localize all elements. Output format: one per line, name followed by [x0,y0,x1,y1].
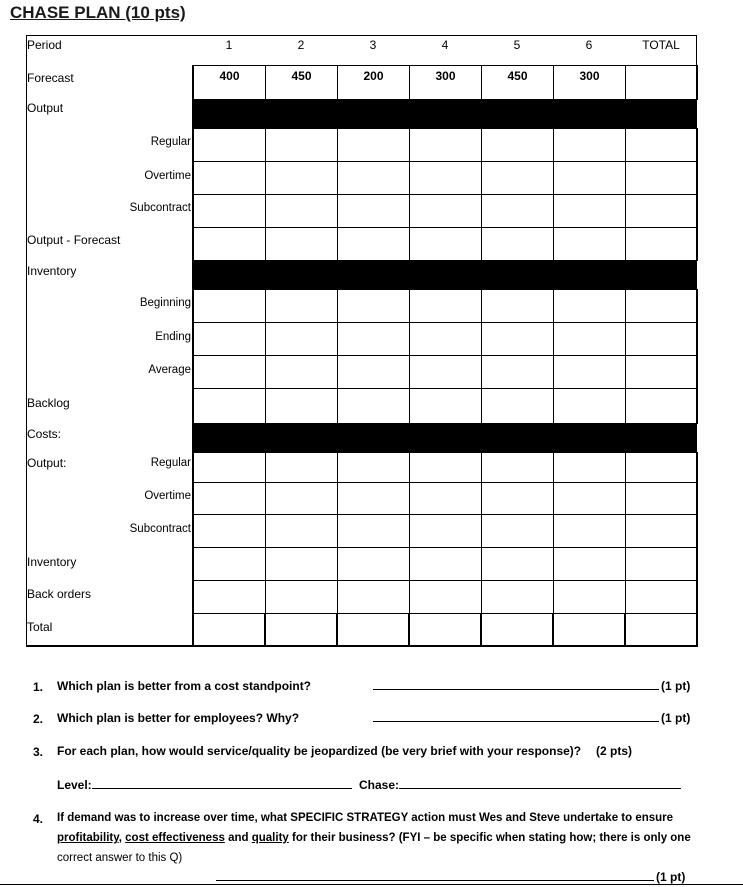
total-period-6-cell[interactable] [553,613,626,647]
inventory-ending-period-4-cell[interactable] [409,322,482,356]
forecast-label: Forecast [27,71,74,85]
inventory-beginning-period-3-cell[interactable] [337,289,410,323]
q4-text-line2: profitability, cost effectiveness and quality for their business? (FYI – be specific when stating how; there is only one [57,832,691,844]
forecast-period-5-value: 450 [507,69,528,83]
cost-regular-period-3-cell[interactable] [337,452,410,483]
forecast-period-3-cell[interactable] [337,65,410,100]
cost-overtime-period-3-cell[interactable] [337,482,410,515]
q4-profitability: profitability [57,832,119,844]
output-overtime-period-3-cell[interactable] [337,161,410,195]
q4-text-line3: correct answer to this Q) [57,852,183,864]
output-overtime-total-cell[interactable] [625,161,698,195]
output-overtime-period-2-cell[interactable] [265,161,338,195]
output-minus-forecast-period-2-cell[interactable] [265,227,338,261]
inventory-ending-label: Ending [155,331,191,343]
backlog-period-1-cell[interactable] [193,388,266,424]
output-minus-forecast-period-6-cell[interactable] [553,227,626,261]
cost-regular-period-5-cell[interactable] [481,452,554,483]
cost-regular-total-cell[interactable] [625,452,698,483]
period-4-header: 4 [441,38,449,52]
output-regular-period-5-cell[interactable] [481,128,554,162]
output-subcontract-period-2-cell[interactable] [265,194,338,228]
inventory-average-label: Average [148,364,191,376]
cost-regular-period-2-cell[interactable] [265,452,338,483]
period-1-header: 1 [225,38,233,52]
backlog-label: Backlog [27,396,70,410]
output-subcontract-period-4-cell[interactable] [409,194,482,228]
q2-number: 2. [33,712,44,726]
q4-text-line1: If demand was to increase over time, what SPECIFIC STRATEGY action must Wes and Steve undertake to ensure [57,812,674,824]
inventory-average-period-4-cell[interactable] [409,355,482,389]
output-overtime-period-4-cell[interactable] [409,161,482,195]
q1-points: (1 pt) [661,679,691,693]
cost-inventory-label: Inventory [27,555,77,569]
total-period-3-cell[interactable] [337,613,410,647]
output-overtime-period-1-cell[interactable] [193,161,266,195]
back-orders-period-2-cell[interactable] [265,580,338,614]
cost-inventory-period-1-cell[interactable] [193,547,266,581]
output-section-bar [193,99,697,128]
output-label: Output [27,101,64,115]
output-minus-forecast-period-1-cell[interactable] [193,227,266,261]
cost-overtime-period-5-cell[interactable] [481,482,554,515]
inventory-average-total-cell[interactable] [625,355,698,389]
inventory-average-period-3-cell[interactable] [337,355,410,389]
output-overtime-period-5-cell[interactable] [481,161,554,195]
costs-section-bar [193,423,697,452]
back-orders-label: Back orders [27,587,92,601]
inventory-average-period-5-cell[interactable] [481,355,554,389]
inventory-ending-period-6-cell[interactable] [553,322,626,356]
total-period-4-cell[interactable] [409,613,482,647]
cost-overtime-total-cell[interactable] [625,482,698,515]
output-overtime-period-6-cell[interactable] [553,161,626,195]
output-minus-forecast-total-cell[interactable] [625,227,698,261]
output-minus-forecast-period-5-cell[interactable] [481,227,554,261]
cost-inventory-period-2-cell[interactable] [265,547,338,581]
output-subcontract-period-6-cell[interactable] [553,194,626,228]
inventory-beginning-period-6-cell[interactable] [553,289,626,323]
level-answer-line[interactable] [92,776,352,794]
backlog-period-6-cell[interactable] [553,388,626,424]
cost-inventory-period-4-cell[interactable] [409,547,482,581]
inventory-ending-total-cell[interactable] [625,322,698,356]
cost-inventory-total-cell[interactable] [625,547,698,581]
output-subcontract-period-1-cell[interactable] [193,194,266,228]
cost-subcontract-period-2-cell[interactable] [265,514,338,548]
page-bottom-rule [0,884,743,885]
chase-answer-line[interactable] [399,776,681,794]
back-orders-period-4-cell[interactable] [409,580,482,614]
cost-regular-period-4-cell[interactable] [409,452,482,483]
back-orders-period-3-cell[interactable] [337,580,410,614]
inventory-beginning-label: Beginning [139,297,191,309]
back-orders-period-1-cell[interactable] [193,580,266,614]
q4-text-middle: for their business? (FYI – be specific when stating how; there is only one [292,832,691,844]
inventory-average-period-1-cell[interactable] [193,355,266,389]
output-subcontract-period-5-cell[interactable] [481,194,554,228]
cost-subcontract-period-1-cell[interactable] [193,514,266,548]
q1-answer-line[interactable] [373,677,659,695]
backlog-period-3-cell[interactable] [337,388,410,424]
backlog-period-5-cell[interactable] [481,388,554,424]
output-overtime-label: Overtime [144,170,191,182]
cost-subcontract-period-3-cell[interactable] [337,514,410,548]
cost-subcontract-total-cell[interactable] [625,514,698,548]
inventory-label: Inventory [27,264,77,278]
costs-label: Costs: [27,427,62,441]
forecast-period-6-value: 300 [579,69,600,83]
cost-subcontract-period-4-cell[interactable] [409,514,482,548]
q3-text: For each plan, how would service/quality be jeopardized (be very brief with your response)? [57,744,582,758]
inventory-ending-period-5-cell[interactable] [481,322,554,356]
forecast-period-4-cell[interactable] [409,65,482,100]
output-subcontract-period-3-cell[interactable] [337,194,410,228]
back-orders-period-5-cell[interactable] [481,580,554,614]
chase-label: Chase: [359,778,400,792]
inventory-beginning-period-2-cell[interactable] [265,289,338,323]
cost-regular-period-1-cell[interactable] [193,452,266,483]
cost-subcontract-label: Subcontract [129,523,191,535]
inventory-ending-period-2-cell[interactable] [265,322,338,356]
forecast-period-5-cell[interactable] [481,65,554,100]
cost-output-label: Output: [27,456,67,470]
output-regular-label: Regular [150,136,191,148]
output-minus-forecast-period-3-cell[interactable] [337,227,410,261]
cost-inventory-period-3-cell[interactable] [337,547,410,581]
q2-text: Which plan is better for employees? Why? [57,711,300,725]
output-subcontract-label: Subcontract [129,202,191,214]
inventory-beginning-period-1-cell[interactable] [193,289,266,323]
forecast-total-cell[interactable] [625,65,698,100]
q4-quality: quality [251,832,289,844]
total-row-label: Total [27,620,53,634]
total-period-1-cell[interactable] [193,613,266,647]
cost-overtime-label: Overtime [144,490,191,502]
forecast-period-6-cell[interactable] [553,65,626,100]
forecast-period-1-value: 400 [219,69,240,83]
inventory-average-period-6-cell[interactable] [553,355,626,389]
q3-points: (2 pts) [596,744,632,758]
inventory-ending-period-1-cell[interactable] [193,322,266,356]
backlog-period-2-cell[interactable] [265,388,338,424]
period-5-header: 5 [513,38,521,52]
q1-text: Which plan is better from a cost standpoint? [57,679,312,693]
q2-answer-line[interactable] [373,709,659,727]
output-minus-forecast-period-4-cell[interactable] [409,227,482,261]
inventory-beginning-period-5-cell[interactable] [481,289,554,323]
period-label: Period [27,38,62,52]
cost-regular-label: Regular [150,457,191,469]
cost-inventory-period-5-cell[interactable] [481,547,554,581]
period-2-header: 2 [297,38,305,52]
q4-cost-effectiveness: cost effectiveness [125,832,225,844]
q3-number: 3. [33,745,44,759]
forecast-period-3-value: 200 [363,69,384,83]
inventory-ending-period-3-cell[interactable] [337,322,410,356]
q4-points: (1 pt) [656,870,686,884]
q1-number: 1. [33,680,44,694]
q4-number: 4. [33,812,44,826]
backlog-total-cell[interactable] [625,388,698,424]
page-title: CHASE PLAN (10 pts) [10,3,186,22]
forecast-period-1-cell[interactable] [193,65,266,100]
output-regular-period-2-cell[interactable] [265,128,338,162]
output-regular-period-6-cell[interactable] [553,128,626,162]
total-header: TOTAL [642,38,680,52]
output-subcontract-total-cell[interactable] [625,194,698,228]
cost-inventory-period-6-cell[interactable] [553,547,626,581]
output-regular-period-3-cell[interactable] [337,128,410,162]
back-orders-period-6-cell[interactable] [553,580,626,614]
forecast-period-2-cell[interactable] [265,65,338,100]
inventory-beginning-total-cell[interactable] [625,289,698,323]
cost-regular-period-6-cell[interactable] [553,452,626,483]
total-total-cell[interactable] [625,613,698,647]
cost-overtime-period-2-cell[interactable] [265,482,338,515]
total-period-5-cell[interactable] [481,613,554,647]
total-period-2-cell[interactable] [265,613,338,647]
forecast-period-4-value: 300 [435,69,456,83]
forecast-period-2-value: 450 [291,69,312,83]
q2-points: (1 pt) [661,711,691,725]
inventory-average-period-2-cell[interactable] [265,355,338,389]
output-minus-forecast-label: Output - Forecast [27,233,121,247]
cost-overtime-period-6-cell[interactable] [553,482,626,515]
label-column-bottom [26,645,193,647]
cost-subcontract-period-5-cell[interactable] [481,514,554,548]
period-3-header: 3 [369,38,377,52]
output-regular-period-1-cell[interactable] [193,128,266,162]
cost-subcontract-period-6-cell[interactable] [553,514,626,548]
output-regular-total-cell[interactable] [625,128,698,162]
back-orders-total-cell[interactable] [625,580,698,614]
cost-overtime-period-4-cell[interactable] [409,482,482,515]
cost-overtime-period-1-cell[interactable] [193,482,266,515]
inventory-section-bar [193,260,697,289]
level-label: Level: [57,778,92,792]
backlog-period-4-cell[interactable] [409,388,482,424]
q4-and: and [228,832,249,844]
period-6-header: 6 [585,38,593,52]
output-regular-period-4-cell[interactable] [409,128,482,162]
inventory-beginning-period-4-cell[interactable] [409,289,482,323]
